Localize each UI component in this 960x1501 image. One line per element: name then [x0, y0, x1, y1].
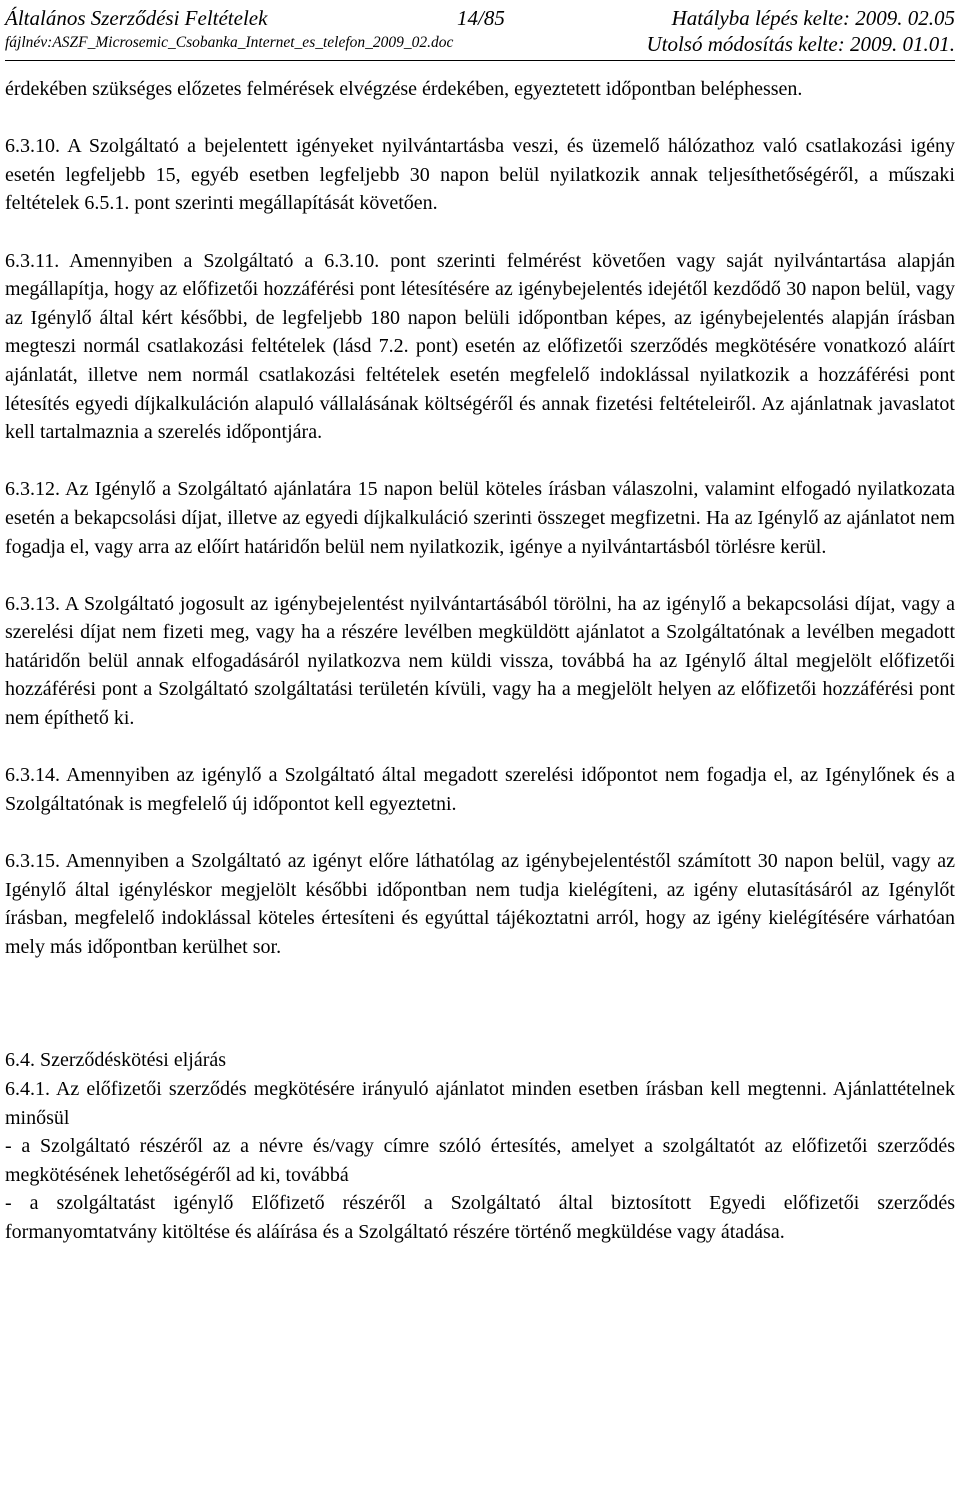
- paragraph-6-3-14: 6.3.14. Amennyiben az igénylő a Szolgáltató által megadott szerelési időpontot nem fogadja el, az Igénylőnek és a Szolgáltatónak is megfelelő új időpontot kell egyeztetni.: [5, 764, 955, 815]
- paragraph-6-3-11: 6.3.11. Amennyiben a Szolgáltató a 6.3.10. pont szerinti felmérést követően vagy saját nyilvántartása alapján megállapítja, hogy az előfizetői hozzáférési pont létesítésére az igénybejelentés idejétől kezdődő 30 napon belül, vagy az Igénylő által kért későbbi, de legfeljebb 180 napon belüli időpontban képes, az igénybejelentés alapján írásban megteszi normál csatlakozási feltételek (lásd 7.2. pont) esetén az előfizetői szerződés megkötésére vonatkozó aláírt ajánlatát, illetve nem normál csatlakozási feltételek esetén megfelelő indoklással nyilatkozik a hozzáférési pont létesítés egyedi díjkalkuláción alapuló vállalásának költségéről és annak fizetési feltételeiről. Az ajánlatnak javaslatot kell tartalmaznia a szerelés időpontjára.: [5, 249, 955, 444]
- header-divider: [5, 60, 955, 61]
- document-title: Általános Szerződési Feltételek: [5, 6, 268, 30]
- paragraph-6-4-1: 6.4.1. Az előfizetői szerződés megkötésére irányuló ajánlatot minden esetben írásban kell megtenni. Ajánlattételnek minősül: [5, 1078, 955, 1129]
- paragraph-6-3-13: 6.3.13. A Szolgáltató jogosult az igénybejelentést nyilvántartásából törölni, ha az igénylő a bekapcsolási díjat, vagy a szerelési díjat nem fizeti meg, vagy ha a részére levélben megküldött ajánlatot a Szolgáltatónak a levélben megadott határidőn belül annak elfogadásáról nyilatkozva nem küldi vissza, továbbá ha az Igénylő által megjelölt előfizetői hozzáférési pont a Szolgáltató szolgáltatási területén kívüli, vagy ha a megjelölt helyen az előfizetői hozzáférési pont nem építhető ki.: [5, 592, 955, 730]
- modified-date: Utolsó módosítás kelte: 2009. 01.01.: [646, 32, 955, 56]
- page-number: 14/85: [457, 6, 505, 30]
- paragraph-intro: érdekében szükséges előzetes felmérések elvégzése érdekében, egyeztetett időpontban beléphessen.: [5, 78, 803, 100]
- paragraph-6-3-15: 6.3.15. Amennyiben a Szolgáltató az igényt előre láthatólag az igénybejelentéstől számított 30 napon belül, vagy az Igénylő által igényléskor megjelölt későbbi időpontban nem tudja kielégíteni, az igény elutasításáról az Igénylőt írásban, megfelelő indoklással köteles értesíteni és egyúttal tájékoztatni arról, hogy az igény kielégítésére várhatóan mely más időpontban kerülhet sor.: [5, 850, 955, 958]
- section-spacer: [5, 961, 955, 1046]
- paragraph-6-3-10: 6.3.10. A Szolgáltató a bejelentett igényeket nyilvántartásba veszi, és üzemelő hálózathoz való csatlakozási igény esetén legfeljebb 15, egyéb esetben legfeljebb 30 napon belül nyilatkozik annak teljesíthetőségéről, a műszaki feltételek 6.5.1. pont szerinti megállapítását követően.: [5, 135, 955, 215]
- list-item: - a szolgáltatást igénylő Előfizető részéről a Szolgáltató által biztosított Egyedi előfizetői szerződés formanyomtatvány kitöltése és aláírása és a Szolgáltató részére történő megküldése vagy átadása.: [5, 1192, 955, 1243]
- effective-date: Hatályba lépés kelte: 2009. 02.05: [671, 6, 955, 30]
- section-heading-6-4: 6.4. Szerződéskötési eljárás: [5, 1049, 227, 1072]
- header-bottom-row: [5, 32, 955, 56]
- file-name: fájlnév:ASZF_Microsemic_Csobanka_Internet_es_telefon_2009_02.doc: [5, 34, 454, 51]
- header-top-row: [5, 4, 955, 32]
- document-body: [5, 75, 955, 1247]
- page-header: [5, 4, 955, 56]
- paragraph-6-3-12: 6.3.12. Az Igénylő a Szolgáltató ajánlatára 15 napon belül köteles írásban válaszolni, valamint elfogadó nyilatkozata esetén a bekapcsolási díjat, illetve az egyedi díjkalkuláció szerinti összeget megfizetni. Ha az Igénylő az ajánlatot nem fogadja el, vagy arra az előírt határidőn belül nem nyilatkozik, igénye a nyilvántartásból törlésre kerül.: [5, 478, 955, 558]
- list-item: - a Szolgáltató részéről az a névre és/vagy címre szóló értesítés, amelyet a szolgáltatót az előfizetői szerződés megkötésének lehetőségéről ad ki, továbbá: [5, 1135, 955, 1186]
